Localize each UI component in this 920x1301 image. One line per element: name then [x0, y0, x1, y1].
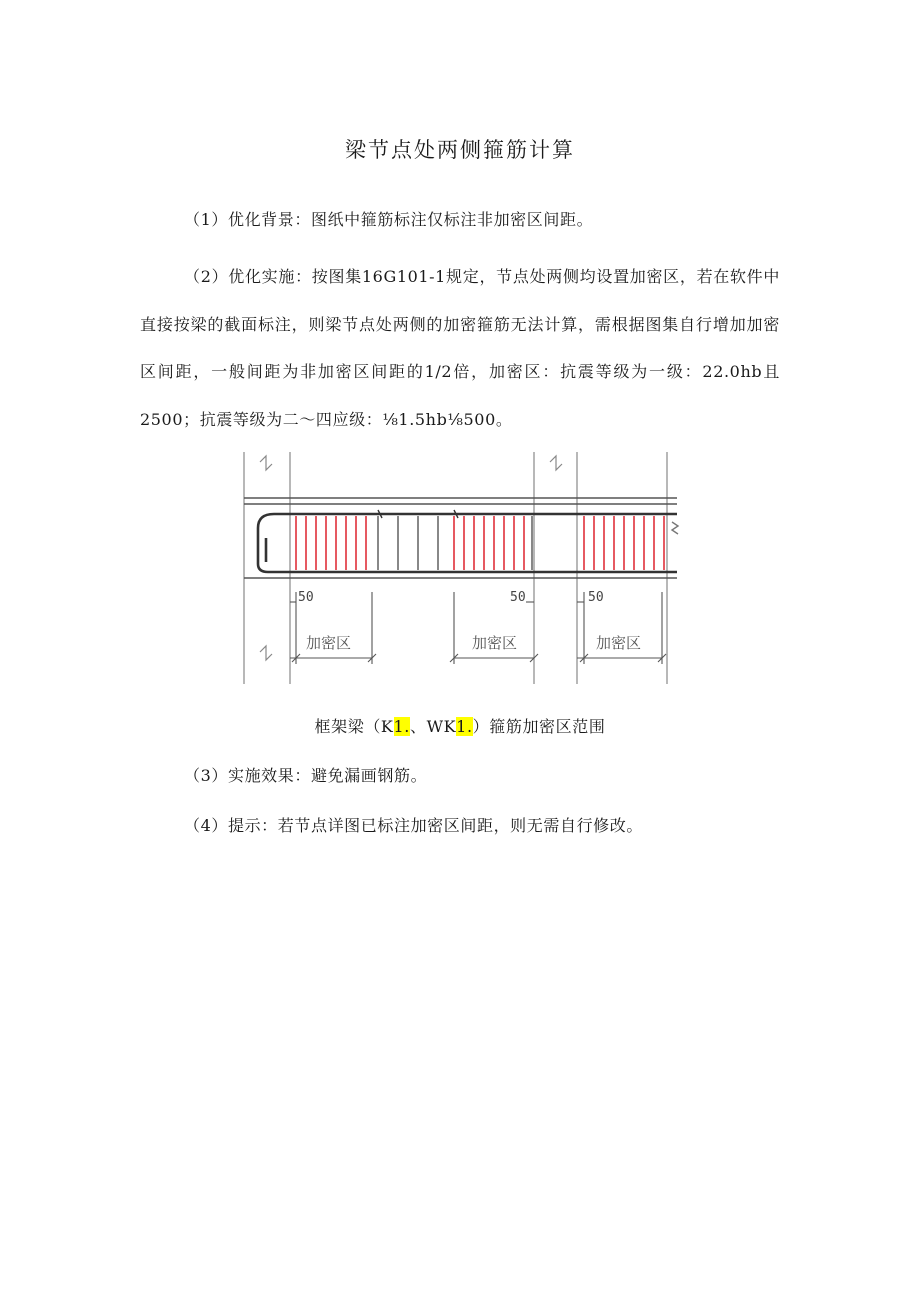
- caption-highlight-1: 1.: [393, 717, 410, 736]
- caption-part-1: 框架梁（K: [314, 717, 394, 736]
- caption-part-3: ）箍筋加密区范围: [472, 717, 606, 736]
- dim-label-left: 50: [298, 590, 314, 605]
- caption-highlight-2: 1.: [456, 717, 473, 736]
- caption-part-2: 、WK: [409, 717, 457, 736]
- document-title: 梁节点处两侧箍筋计算: [345, 138, 575, 162]
- stirrups-center-zone: [454, 516, 524, 570]
- dim-label-right: 50: [588, 590, 604, 605]
- paragraph-effect: （3）实施效果：避免漏画钢筋。: [184, 766, 428, 785]
- beam-outline: [244, 498, 678, 578]
- zone-label-center: 加密区: [472, 634, 518, 652]
- beam-diagram: [232, 452, 680, 692]
- zone-label-right: 加密区: [596, 634, 642, 652]
- stirrups-middle-zone: [378, 516, 532, 570]
- dimension-lines: [290, 592, 666, 664]
- zone-label-left: 加密区: [306, 634, 352, 652]
- paragraph-background: （1）优化背景：图纸中箍筋标注仅标注非加密区间距。: [184, 210, 594, 229]
- beam-stirrup-figure: [232, 452, 680, 692]
- paragraph-implementation: （2）优化实施：按图集16G101-1规定，节点处两侧均设置加密区，若在软件中直接按梁的截面标注，则梁节点处两侧的加密箍筋无法计算，需根据图集自行增加加密区间距，一般间距为非加密区间距的1/2倍，加密区：抗震等级为一级：22.0hb且2500；抗震等级为二～四应级：⅛1.5hb⅛500。: [140, 267, 780, 429]
- figure-caption: [0, 714, 920, 737]
- paragraph-tip: （4）提示：若节点详图已标注加密区间距，则无需自行修改。: [184, 816, 643, 835]
- dim-label-center: 50: [510, 590, 526, 605]
- stirrups-left-zone: [296, 516, 366, 570]
- stirrups-right-zone: [584, 516, 664, 570]
